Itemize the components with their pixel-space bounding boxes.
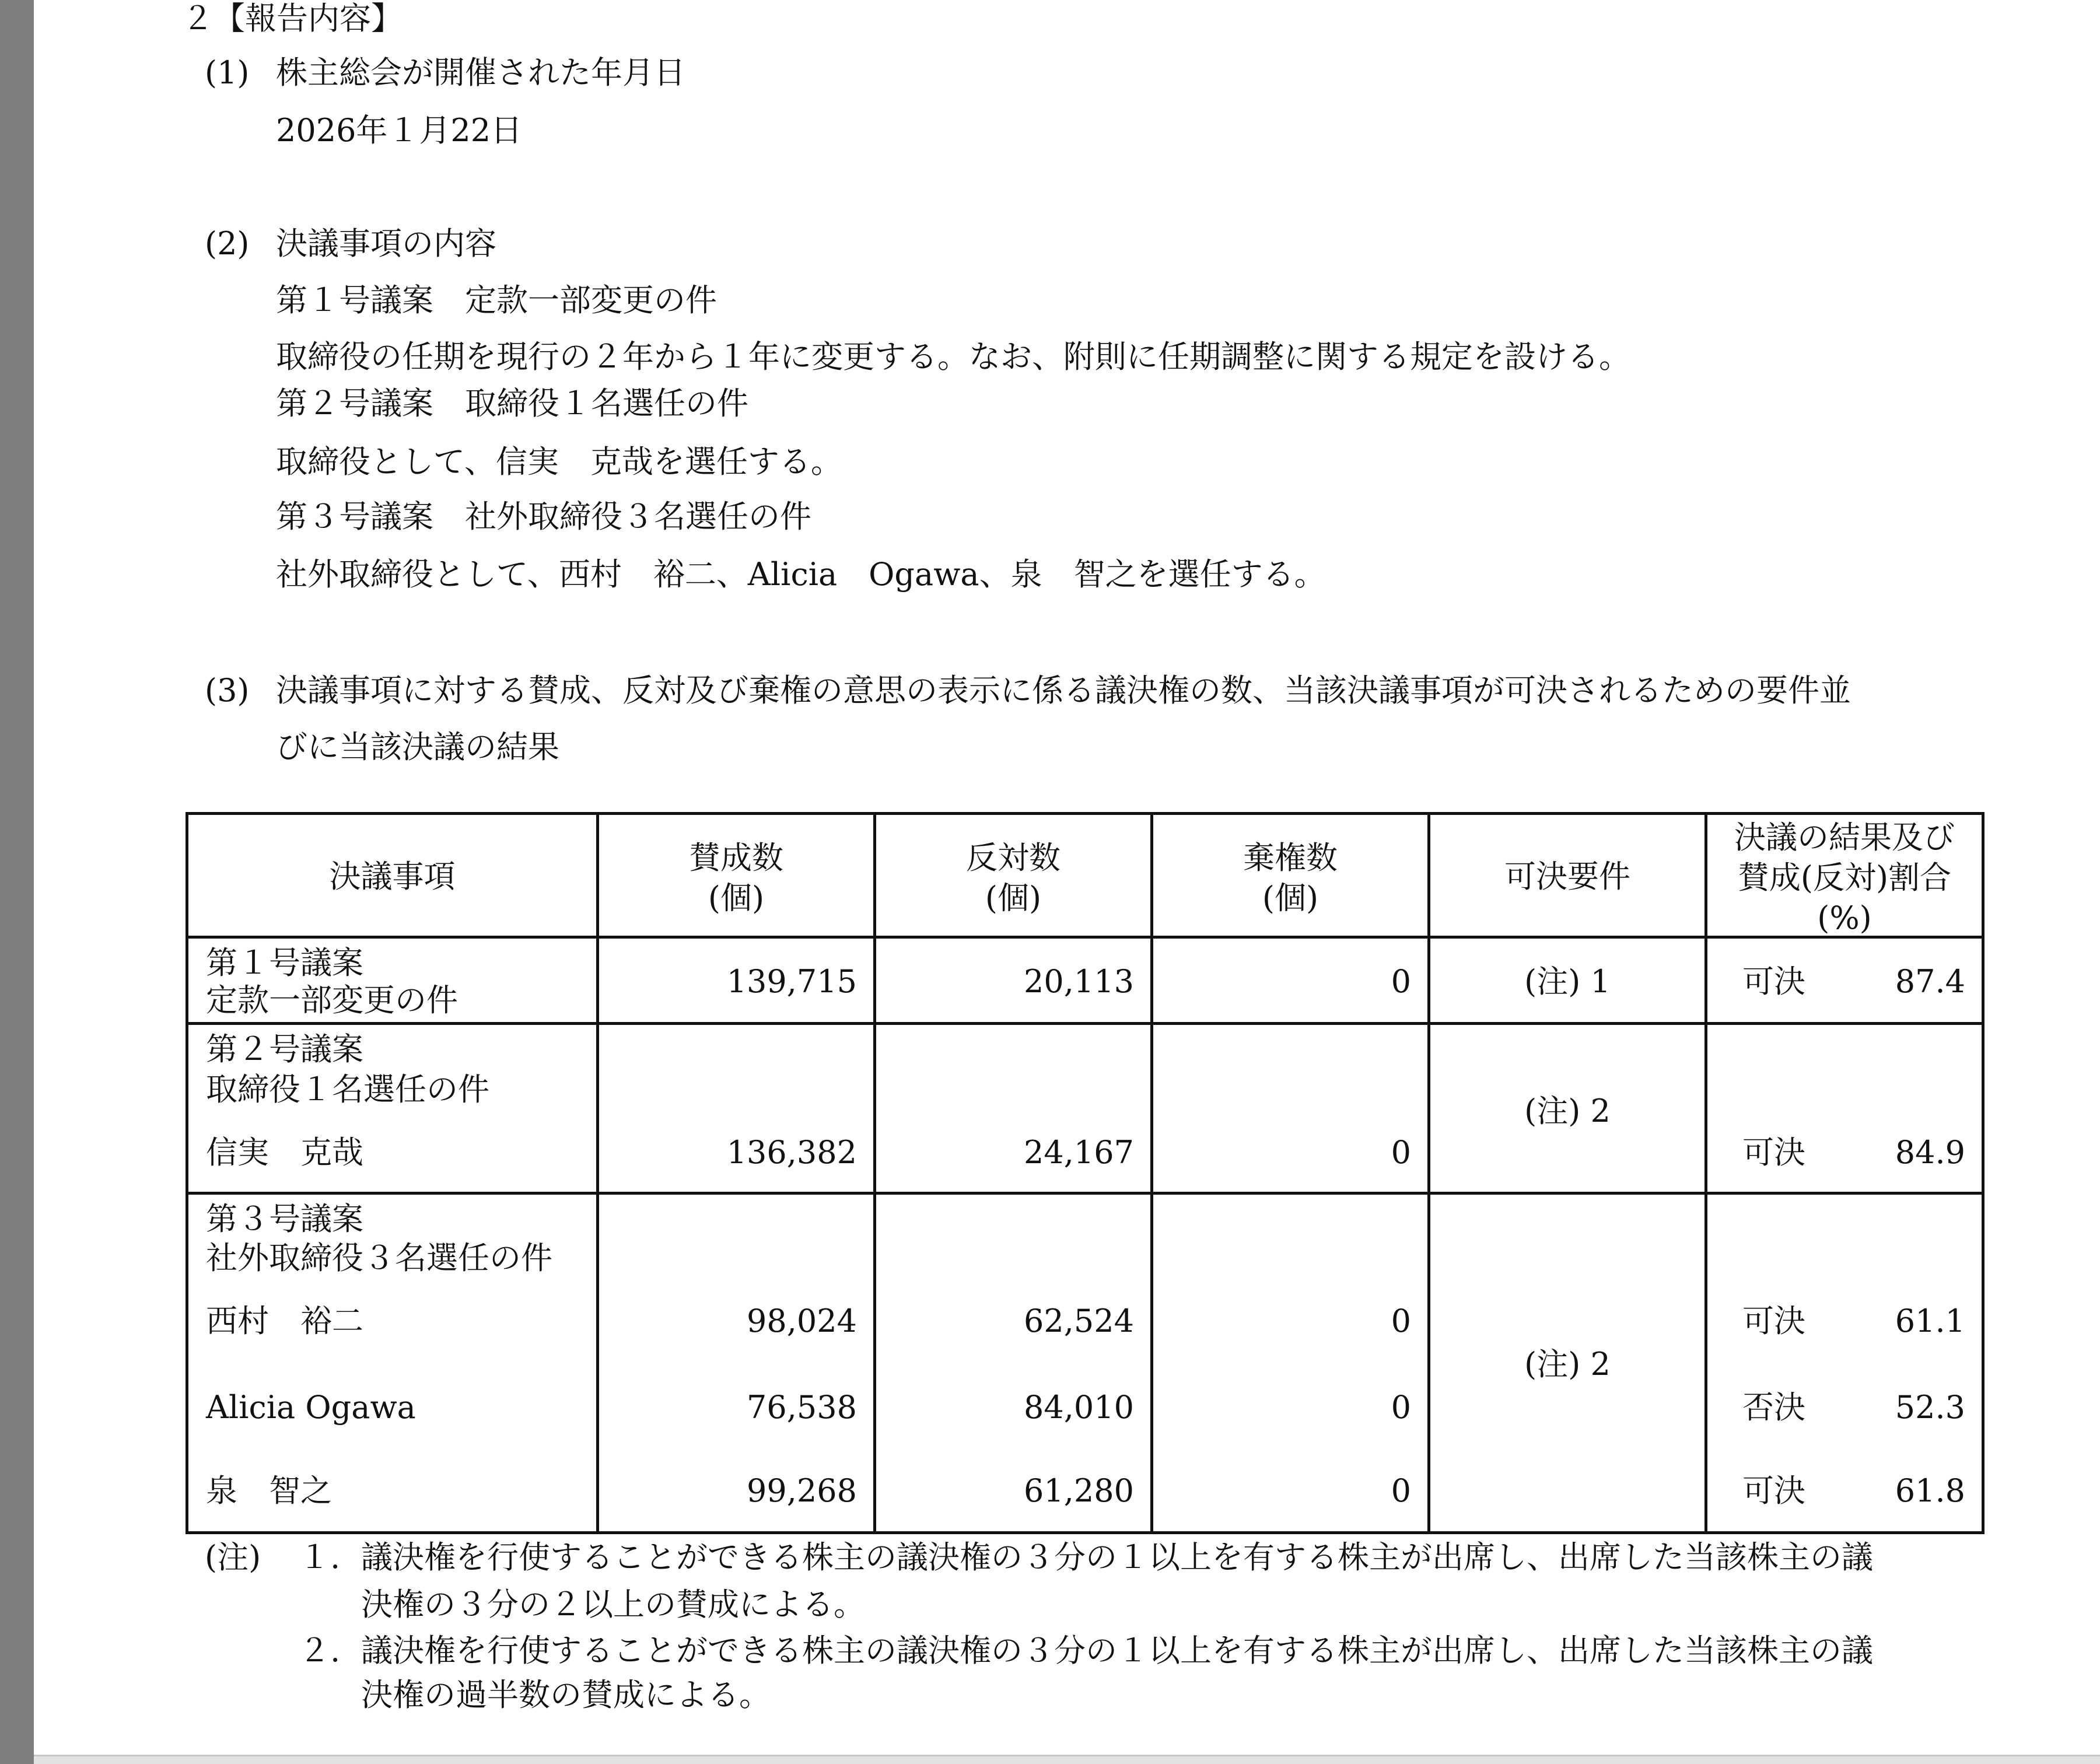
table-header-row	[187, 814, 1983, 937]
page-bottom-edge	[34, 1755, 2100, 1764]
header-abstain	[1152, 814, 1429, 937]
requirement-note: (注) 2	[1524, 1346, 1611, 1382]
s3-title-line2: びに当該決議の結果	[276, 729, 559, 765]
header-unit: (個)	[1262, 880, 1319, 916]
header-label: 可決要件	[1504, 858, 1630, 895]
s1-title: 株主総会が開催された年月日	[276, 54, 685, 91]
for-count: 136,382	[726, 1134, 857, 1171]
s3-title-line1: 決議事項に対する賛成、反対及び棄権の意思の表示に係る議決権の数、当該決議事項が可決されるための要件並	[276, 672, 1851, 709]
candidate-name: Alicia Ogawa	[206, 1389, 416, 1426]
note-1-line1: 議決権を行使することができる株主の議決権の３分の１以上を有する株主が出席し、出席した当該株主の議	[361, 1539, 1873, 1576]
proposal-1-title: 第１号議案 定款一部変更の件	[276, 282, 717, 318]
row-item	[187, 1194, 598, 1533]
proposal-name: 社外取締役３名選任の件	[206, 1240, 552, 1276]
note-1-number: １.	[299, 1539, 341, 1576]
notes-label: (注)	[205, 1539, 261, 1576]
header-label: 賛成(反対)割合	[1737, 859, 1952, 896]
for-count: 139,715	[726, 963, 857, 1000]
header-label: 決議の結果及び	[1734, 819, 1955, 856]
against-count: 61,280	[1024, 1472, 1134, 1509]
header-item	[187, 814, 598, 937]
result-text: 可決	[1742, 1472, 1805, 1509]
against-cell	[875, 1024, 1152, 1194]
s2-title: 決議事項の内容	[276, 225, 496, 262]
proposal-number: 第２号議案	[206, 1031, 363, 1068]
s2-number: (2)	[205, 225, 250, 262]
header-label: 決議事項	[329, 858, 456, 895]
table-row	[187, 1194, 1983, 1533]
against-count: 20,113	[1024, 963, 1134, 1000]
meeting-date: 2026年１月22日	[276, 112, 523, 149]
abstain-count: 0	[1391, 1134, 1411, 1171]
for-cell	[598, 937, 875, 1024]
header-result	[1706, 814, 1983, 937]
result-percent: 61.1	[1895, 1303, 1965, 1339]
row-item	[187, 937, 598, 1024]
candidate-name: 信実 克哉	[206, 1134, 363, 1171]
abstain-count: 0	[1391, 1389, 1411, 1426]
header-label: 反対数	[966, 839, 1060, 876]
result-text: 可決	[1742, 1134, 1805, 1171]
proposal-3-title: 第３号議案 社外取締役３名選任の件	[276, 498, 811, 535]
result-percent: 52.3	[1895, 1389, 1965, 1426]
for-cell	[598, 1194, 875, 1533]
candidate-name: 泉 智之	[206, 1472, 332, 1509]
note-2-line2: 決権の過半数の賛成による。	[361, 1676, 771, 1713]
result-percent: 84.9	[1895, 1134, 1965, 1171]
note-1-line2: 決権の３分の２以上の賛成による。	[361, 1586, 865, 1623]
proposal-number: 第３号議案	[206, 1200, 363, 1237]
against-cell	[875, 1194, 1152, 1533]
note-2-line1: 議決権を行使することができる株主の議決権の３分の１以上を有する株主が出席し、出席した当該株主の議	[361, 1632, 1873, 1669]
against-count: 62,524	[1024, 1303, 1134, 1339]
proposal-2-desc: 取締役として、信実 克哉を選任する。	[276, 443, 842, 480]
result-percent: 61.8	[1895, 1472, 1965, 1509]
abstain-count: 0	[1391, 1472, 1411, 1509]
abstain-cell	[1152, 937, 1429, 1024]
requirement-cell	[1429, 1194, 1706, 1533]
for-count: 76,538	[747, 1389, 857, 1426]
table-row	[187, 1024, 1983, 1194]
header-label: 賛成数	[689, 839, 783, 876]
header-unit: (個)	[985, 880, 1042, 916]
abstain-cell	[1152, 1024, 1429, 1194]
resolution-results-table	[186, 812, 1985, 1534]
against-cell	[875, 937, 1152, 1024]
proposal-3-desc: 社外取締役として、西村 裕二、Alicia Ogawa、泉 智之を選任する。	[276, 556, 1326, 593]
result-cell	[1706, 1024, 1983, 1194]
against-count: 24,167	[1024, 1134, 1134, 1171]
header-unit: (%)	[1817, 900, 1872, 936]
proposal-name: 定款一部変更の件	[206, 982, 458, 1019]
s1-number: (1)	[205, 54, 250, 91]
row-item	[187, 1024, 598, 1194]
section-heading: ２【報告内容】	[182, 0, 402, 37]
header-for	[598, 814, 875, 937]
header-unit: (個)	[708, 880, 765, 916]
header-requirement	[1429, 814, 1706, 937]
abstain-count: 0	[1391, 1303, 1411, 1339]
viewer-left-margin	[0, 0, 34, 1764]
result-cell	[1706, 937, 1983, 1024]
result-cell	[1706, 1194, 1983, 1533]
for-cell	[598, 1024, 875, 1194]
for-count: 99,268	[747, 1472, 857, 1509]
abstain-cell	[1152, 1194, 1429, 1533]
note-2-number: ２.	[299, 1632, 341, 1669]
result-percent: 87.4	[1895, 963, 1965, 1000]
requirement-note: (注) 2	[1524, 1093, 1611, 1129]
proposal-name: 取締役１名選任の件	[206, 1071, 489, 1108]
requirement-cell	[1429, 1024, 1706, 1194]
for-count: 98,024	[747, 1303, 857, 1339]
header-against	[875, 814, 1152, 937]
result-text: 否決	[1742, 1389, 1805, 1426]
header-label: 棄権数	[1243, 839, 1338, 876]
result-text: 可決	[1742, 963, 1805, 1000]
abstain-count: 0	[1391, 963, 1411, 1000]
proposal-1-desc: 取締役の任期を現行の２年から１年に変更する。なお、附則に任期調整に関する規定を設ける。	[276, 338, 1630, 375]
candidate-name: 西村 裕二	[206, 1303, 363, 1339]
s3-number: (3)	[205, 672, 250, 709]
proposal-2-title: 第２号議案 取締役１名選任の件	[276, 385, 748, 422]
table-row	[187, 937, 1983, 1024]
result-text: 可決	[1742, 1303, 1805, 1339]
proposal-number: 第１号議案	[206, 944, 363, 981]
requirement-cell	[1429, 937, 1706, 1024]
requirement-note: (注) 1	[1524, 963, 1611, 1000]
against-count: 84,010	[1024, 1389, 1134, 1426]
